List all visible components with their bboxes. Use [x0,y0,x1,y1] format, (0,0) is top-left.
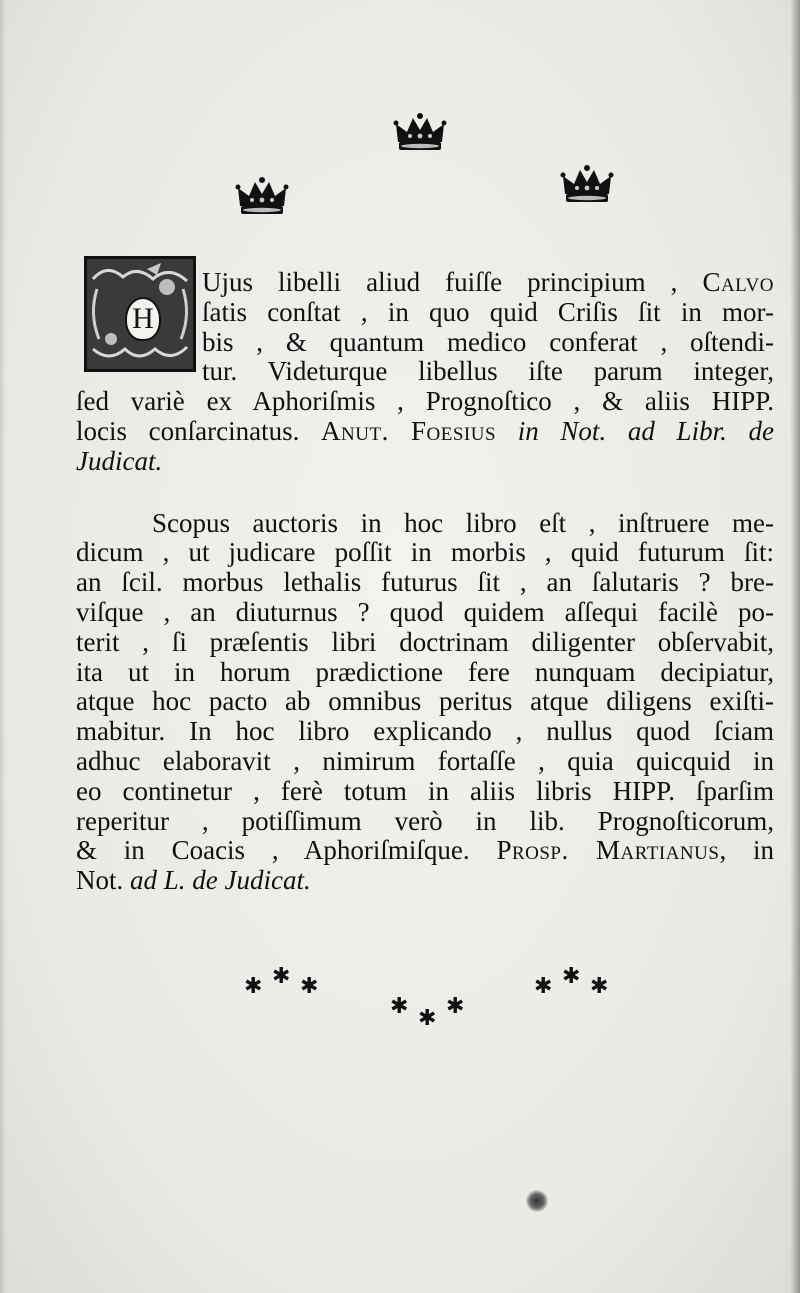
page-right-edge-shadow [790,0,800,1293]
text-line [76,658,774,688]
paper-blemish [526,1190,548,1212]
text-run: atque hoc pacto ab omnibus peritus atque diligens exiſti- [76,686,774,717]
text-run: ſed variè ex Aphoriſmis , Prognoſtico , & aliis HIPP. [76,386,774,417]
text-run: mabitur. In hoc libro explicando , nullus quod ſciam [76,716,774,747]
citation-text: in Not. ad Libr. de [496,415,774,446]
text-run: ſatis conſtat , in quo quid Criſis ſit in mor- [202,296,774,327]
star-icon: ✱ [534,974,553,999]
star-icon: ✱ [300,974,319,999]
text-line [76,717,774,747]
paragraph-gap [76,477,774,509]
text-line [76,807,774,837]
text-run: an ſcil. morbus lethalis futurus ſit , an ſalutaris ? bre- [76,567,774,598]
text-run: Not. [76,865,130,896]
text-line [76,447,774,477]
text-run: locis conſarcinatus. [76,415,322,446]
text-run: Scopus auctoris in hoc libro eſt , inſtruere me- [152,507,774,538]
star-icon: ✱ [272,964,291,989]
text-line [76,417,774,447]
text-line [76,628,774,658]
page-left-edge-shadow [0,0,6,1293]
star-icon: ✱ [418,1006,437,1031]
text-line [76,568,774,598]
text-line [76,836,774,866]
text-line [76,298,774,328]
star-icon: ✱ [244,974,263,999]
star-icon: ✱ [562,964,581,989]
text-line [76,387,774,417]
text-run: & in Coacis , Aphoriſmiſque. [76,835,497,866]
text-run: terit , ſi præſentis libri doctrinam diligenter obſervabit, [76,626,774,657]
text-line [76,598,774,628]
star-icon: ✱ [390,994,409,1019]
text-line [76,357,774,387]
text-run: eo continetur , ferè totum in aliis libris HIPP. ſparſim [76,775,774,806]
text-run: ita ut in horum prædictione fere nunquam decipiatur, [76,656,774,687]
crown-icon [560,164,614,208]
text-run: adhuc elaboravit , nimirum fortaſſe , quia quicquid in [76,745,774,776]
text-run: bis , & quantum medico conferat , oſtendi- [202,326,774,357]
text-run: reperitur , potiſſimum verò in lib. Prognoſticorum, [76,805,774,836]
citation-text: Judicat. [76,445,163,476]
citation-text: ad L. de Judicat. [130,865,311,896]
text-line [76,747,774,777]
author-name: Calvo [702,267,774,297]
author-name: Anut. Foesius [321,415,497,446]
crown-icon [235,176,289,220]
star-icon: ✱ [446,994,465,1019]
text-line [76,509,774,539]
text-run: Ujus libelli aliud fuiſſe principium , [202,267,703,297]
text-line [76,328,774,358]
paragraph-2 [76,509,774,896]
text-line [76,866,774,896]
text-run: , in [719,835,774,866]
text-run: tur. Videturque libellus iſte parum integer, [202,356,774,387]
author-name: Prosp. Martianus [496,835,720,866]
paragraph-1 [76,268,774,477]
text-line [76,777,774,807]
star-icon: ✱ [590,974,609,999]
crown-icon [393,112,447,156]
body-text [76,268,774,896]
text-line [76,268,774,298]
text-run: viſque , an diuturnus ? quod quidem aſſequi facilè po- [76,596,774,627]
text-run: dicum , ut judicare poſſit in morbis , quid futurum ſit: [76,537,774,568]
initial-letter: H [125,297,161,341]
text-line [76,687,774,717]
text-line [76,538,774,568]
